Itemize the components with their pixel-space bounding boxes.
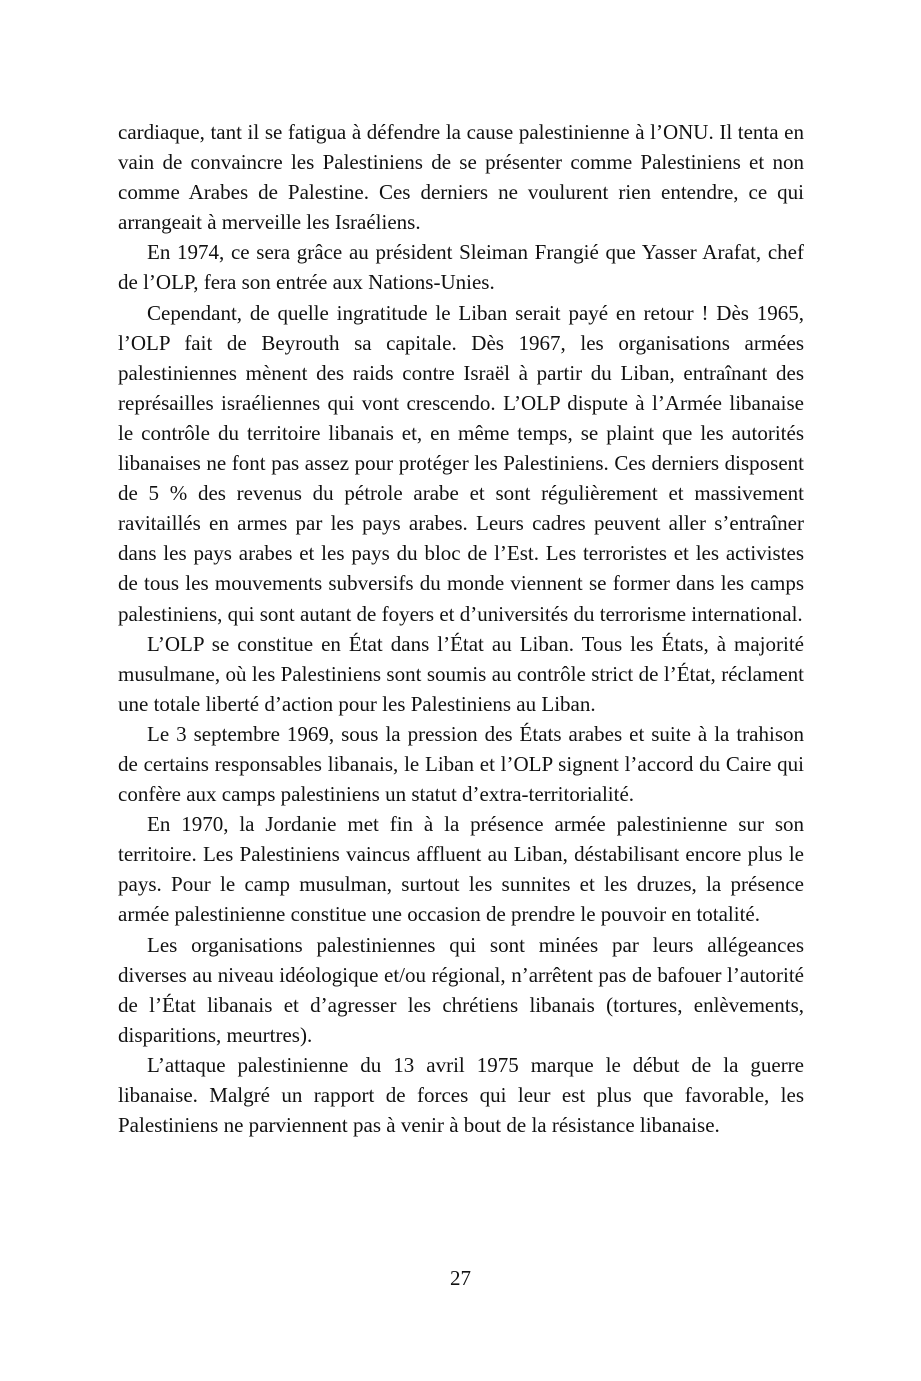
paragraph-avril-1975: L’attaque palestinienne du 13 avril 1975 marque le début de la guerre libanaise. Malgré un rapport de forces qui leur est plus que favorable, les Palestiniens ne parviennent pas à venir à bout de la résistance libanaise.	[118, 1052, 804, 1138]
paragraph-olp-beyrouth: Cependant, de quelle ingratitude le Liban serait payé en retour ! Dès 1965, l’OLP fait de Beyrouth sa capitale. Dès 1967, les organisations armées palestiniennes mènent des raids contre Israël à partir du Liban, entraînant des représailles israéliennes qui vont crescendo. L’OLP dispute à l’Armée libanaise le contrôle du territoire libanais et, en même temps, se plaint que les autorités libanaises ne font pas assez pour protéger les Palestiniens. Ces derniers disposent de 5 % des revenus du pétrole arabe et sont régulièrement et massivement ravitaillés en armes par les pays arabes. Leurs cadres peuvent aller s’entraîner dans les pays arabes et les pays du bloc de l’Est. Les terroristes et les activistes de tous les mouvements subversifs du monde viennent se former dans les camps palestiniens, qui sont autant de foyers et d’universités du terrorisme international.	[118, 300, 804, 626]
paragraph-etat-dans-etat: L’OLP se constitue en État dans l’État au Liban. Tous les États, à majorité musulmane, où les Palestiniens sont soumis au contrôle strict de l’État, réclament une totale liberté d’action pour les Palestiniens au Liban.	[118, 631, 804, 716]
paragraph-arafat-un: En 1974, ce sera grâce au président Sleiman Frangié que Yasser Arafat, chef de l’OLP, fera son entrée aux Nations-Unies.	[118, 240, 804, 295]
page-number: 27	[450, 1266, 471, 1290]
paragraph-continuation: cardiaque, tant il se fatigua à défendre la cause palestinienne à l’ONU. Il tenta en vain de convaincre les Palestiniens de se présenter comme Palestiniens et non comme Arabes de Palestine. Ces derniers ne voulurent rien entendre, ce qui arrangeait à merveille les Israéliens.	[118, 120, 804, 235]
paragraph-jordanie: En 1970, la Jordanie met fin à la présence armée palestinienne sur son territoire. Les Palestiniens vaincus affluent au Liban, déstabilisant encore plus le pays. Pour le camp musulman, surtout les sunnites et les druzes, la présence armée palestinienne constitue une occasion de prendre le pouvoir en totalité.	[118, 812, 804, 927]
paragraph-organisations: Les organisations palestiniennes qui sont minées par leurs allégeances diverses au niveau idéologique et/ou régional, n’arrêtent pas de bafouer l’autorité de l’État libanais et d’agresser les chrétiens libanais (tortures, enlèvements, disparitions, meurtres).	[118, 932, 804, 1047]
page-body	[118, 117, 804, 1140]
paragraph-accord-caire: Le 3 septembre 1969, sous la pression des États arabes et suite à la trahison de certains responsables libanais, le Liban et l’OLP signent l’accord du Caire qui confère aux camps palestiniens un statut d’extra-territorialité.	[118, 721, 804, 807]
